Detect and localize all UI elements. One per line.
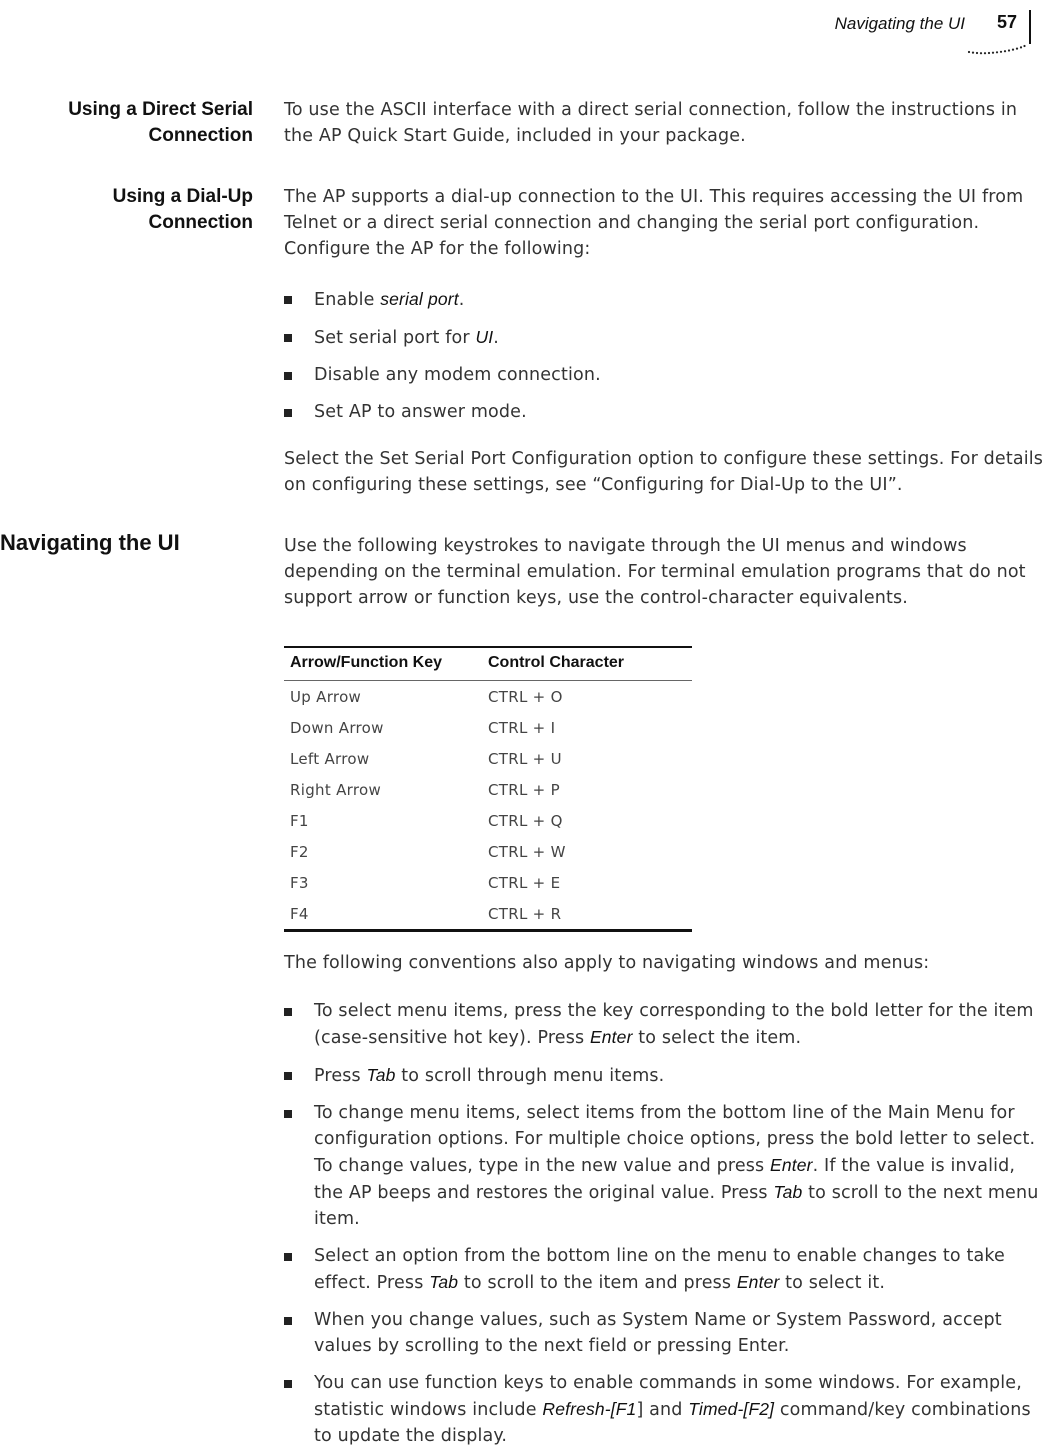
- list-item: [284, 1370, 1043, 1449]
- table-cell: CTRL + I: [488, 718, 556, 737]
- bullet-text: Set AP to answer mode.: [314, 402, 527, 422]
- bullet-square-icon: [284, 1008, 292, 1016]
- bullet-emphasis: Timed-[F2]: [688, 1399, 775, 1419]
- bullet-emphasis: Enter: [589, 1027, 633, 1047]
- table-row: [284, 836, 692, 867]
- heading-line: Connection: [148, 212, 253, 233]
- corner-dots-ornament: [967, 44, 1027, 56]
- table-cell: Up Arrow: [290, 687, 362, 706]
- bullet-text: . If the value is invalid, the AP beeps and restores the original value. Press: [314, 1156, 1016, 1203]
- list-item: [284, 1100, 1043, 1232]
- table-cell: CTRL + W: [488, 842, 566, 861]
- table-cell: F1: [290, 811, 309, 830]
- table-cell: CTRL + Q: [488, 811, 563, 830]
- table-cell: Down Arrow: [290, 718, 384, 737]
- table-row: [284, 712, 692, 743]
- heading-dial-up: [0, 184, 253, 236]
- bullet-emphasis: Tab: [773, 1182, 803, 1202]
- table-cell: F3: [290, 873, 309, 892]
- direct-serial-body: To use the ASCII interface with a direct serial connection, follow the instructions in the AP Quick Start Guide, included in your package.: [284, 100, 1018, 146]
- bullet-emphasis: Refresh-[F1: [542, 1399, 637, 1419]
- bullet-text: Press: [314, 1066, 367, 1086]
- heading-line: Connection: [148, 125, 253, 146]
- list-item: [284, 998, 1043, 1051]
- bullet-text: to scroll through menu items.: [395, 1066, 665, 1086]
- corner-rule: [1029, 10, 1031, 44]
- page-number: 57: [996, 12, 1017, 32]
- bullet-emphasis: serial port: [380, 289, 459, 309]
- table-row: [284, 805, 692, 836]
- table-cell: CTRL + U: [488, 749, 562, 768]
- bullet-square-icon: [284, 1380, 292, 1388]
- table-header-row: [284, 647, 692, 681]
- bullet-square-icon: [284, 334, 292, 342]
- bullet-text: Enable: [314, 290, 381, 310]
- list-item: [284, 1062, 1043, 1089]
- table-cell: F2: [290, 842, 309, 861]
- heading-line: Using a Dial-Up: [112, 186, 253, 207]
- bullet-emphasis: Enter: [736, 1272, 780, 1292]
- heading-navigating-ui: Navigating the UI: [0, 530, 180, 555]
- heading-direct-serial: [0, 97, 253, 149]
- bullet-emphasis: UI: [475, 327, 494, 347]
- bullet-text: command/key combinations to update the display.: [314, 1400, 1031, 1446]
- list-item: [284, 1243, 1043, 1296]
- bullet-text: To select menu items, press the key corresponding to the bold letter for the item (case-sensitive hot key). Press: [314, 1001, 1034, 1048]
- table-row: [284, 867, 692, 898]
- bullet-square-icon: [284, 296, 292, 304]
- list-item: [284, 1307, 1043, 1359]
- table-cell: Right Arrow: [290, 780, 382, 799]
- list-item: [284, 399, 1043, 425]
- bullet-emphasis: Tab: [429, 1272, 459, 1292]
- bullet-text: to select it.: [779, 1273, 886, 1293]
- bullet-square-icon: [284, 1110, 292, 1118]
- keystroke-table: [284, 646, 692, 932]
- table-cell: Left Arrow: [290, 749, 370, 768]
- list-item: [284, 324, 1043, 351]
- table-row: [284, 681, 692, 713]
- table-cell: CTRL + P: [488, 780, 560, 799]
- dial-up-closing: Select the Set Serial Port Configuration option to configure these settings. For details on configuring these settings, see “Configuring for Dial-Up to the UI”.: [284, 449, 1043, 495]
- bullet-text: Disable any modem connection.: [314, 365, 601, 385]
- bullet-text: to scroll to the next menu item.: [314, 1183, 1039, 1229]
- bullet-text: .: [458, 290, 465, 310]
- bullet-text: to scroll to the item and press: [458, 1273, 737, 1293]
- bullet-emphasis: Enter: [770, 1155, 813, 1175]
- conventions-intro: The following conventions also apply to navigating windows and menus:: [284, 953, 930, 973]
- bullet-square-icon: [284, 1072, 292, 1080]
- bullet-square-icon: [284, 1317, 292, 1325]
- bullet-text: .: [493, 328, 499, 348]
- bullet-square-icon: [284, 409, 292, 417]
- dial-up-intro: The AP supports a dial-up connection to the UI. This requires accessing the UI from Telnet or a direct serial connection and changing the serial port configuration. Configure the AP for the following:: [284, 187, 1024, 259]
- bullet-text: to select the item.: [632, 1028, 802, 1048]
- table-cell: CTRL + E: [488, 873, 561, 892]
- bullet-text: When you change values, such as System Name or System Password, accept values by scrolling to the next field or pressing Enter.: [314, 1310, 1002, 1356]
- list-item: [284, 362, 1043, 388]
- bullet-text: To change menu items, select items from the bottom line of the Main Menu for configuration options. For multiple choice options, press the bold letter to select. To change values, type in the new value and press: [314, 1103, 1036, 1176]
- table-row: [284, 774, 692, 805]
- bullet-text: ] and: [636, 1400, 689, 1420]
- table-row: [284, 743, 692, 774]
- bullet-square-icon: [284, 372, 292, 380]
- heading-line: Using a Direct Serial: [68, 99, 253, 120]
- bullet-text: You can use function keys to enable commands in some windows. For example, statistic windows include: [314, 1373, 1022, 1420]
- table-cell: CTRL + R: [482, 898, 692, 931]
- column-header: Arrow/Function Key: [284, 647, 482, 681]
- table-cell: F4: [284, 898, 482, 931]
- bullet-text: Set serial port for: [314, 328, 476, 348]
- conventions-bullet-list: [284, 998, 1043, 1449]
- table-cell: CTRL + O: [488, 687, 563, 706]
- navigating-intro: Use the following keystrokes to navigate through the UI menus and windows depending on the terminal emulation. For terminal emulation programs that do not support arrow or function keys, use the control-character equivalents.: [284, 536, 1026, 608]
- bullet-text: Select an option from the bottom line on the menu to enable changes to take effect. Press: [314, 1246, 1005, 1293]
- list-item: [284, 286, 1043, 313]
- running-header: [733, 10, 1033, 54]
- bullet-emphasis: Tab: [366, 1065, 396, 1085]
- header-title: Navigating the UI: [834, 14, 965, 33]
- dial-up-bullet-list: [284, 286, 1043, 425]
- bullet-square-icon: [284, 1253, 292, 1261]
- table-row: [284, 898, 692, 931]
- column-header: Control Character: [482, 647, 692, 681]
